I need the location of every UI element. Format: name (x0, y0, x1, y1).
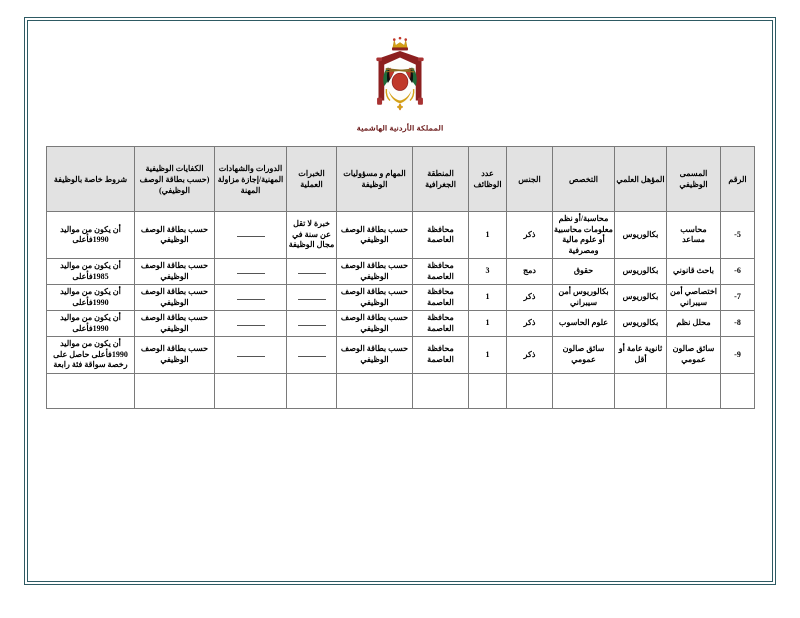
cell-number: 9- (721, 337, 755, 374)
cell-empty (469, 373, 507, 408)
table-row (47, 311, 755, 337)
blank-line (237, 229, 265, 237)
table-row (47, 212, 755, 259)
cell-gender: ذكر (507, 212, 553, 259)
blank-line (298, 318, 326, 326)
cell-courses (215, 259, 287, 285)
blank-line (298, 292, 326, 300)
cell-gender: ذكر (507, 337, 553, 374)
cell-competencies: حسب بطاقة الوصف الوظيفي (135, 337, 215, 374)
jordan-coat-of-arms-emblem (357, 36, 443, 122)
cell-empty (507, 373, 553, 408)
job-vacancies-table-container (47, 146, 755, 409)
cell-competencies: حسب بطاقة الوصف الوظيفي (135, 259, 215, 285)
document-header (25, 36, 775, 133)
cell-competencies: حسب بطاقة الوصف الوظيفي (135, 311, 215, 337)
cell-empty (553, 373, 615, 408)
cell-special-conditions: أن يكون من مواليد 1985فأعلى (47, 259, 135, 285)
column-header-number: الرقم (721, 147, 755, 212)
kingdom-title: المملكة الأردنية الهاشمية (356, 123, 444, 133)
blank-line (237, 318, 265, 326)
column-header-specialization: التخصص (553, 147, 615, 212)
cell-competencies: حسب بطاقة الوصف الوظيفي (135, 212, 215, 259)
blank-line (237, 349, 265, 357)
cell-empty (47, 373, 135, 408)
cell-empty (667, 373, 721, 408)
document-page-frame (24, 17, 776, 585)
cell-number: 7- (721, 285, 755, 311)
cell-vacancy-count: 3 (469, 259, 507, 285)
cell-courses (215, 212, 287, 259)
table-row (47, 259, 755, 285)
cell-specialization: علوم الحاسوب (553, 311, 615, 337)
column-header-vacancy-count: عدد الوظائف (469, 147, 507, 212)
cell-tasks: حسب بطاقة الوصف الوظيفي (337, 337, 413, 374)
cell-specialization: حقوق (553, 259, 615, 285)
blank-line (298, 266, 326, 274)
cell-experience (287, 337, 337, 374)
cell-tasks: حسب بطاقة الوصف الوظيفي (337, 259, 413, 285)
cell-vacancy-count: 1 (469, 212, 507, 259)
cell-empty (287, 373, 337, 408)
cell-qualification: بكالوريوس (615, 285, 667, 311)
cell-region: محافظة العاصمة (413, 311, 469, 337)
cell-specialization: محاسبة/أو نظم معلومات محاسبية أو علوم مالية ومصرفية (553, 212, 615, 259)
cell-job-title: محلل نظم (667, 311, 721, 337)
column-header-competencies: الكفايات الوظيفية (حسب بطاقة الوصف الوظيفي) (135, 147, 215, 212)
cell-empty (721, 373, 755, 408)
table-row (47, 337, 755, 374)
table-header-row (47, 147, 755, 212)
column-header-special-conditions: شروط خاصة بالوظيفة (47, 147, 135, 212)
cell-specialization: سائق صالون عمومي (553, 337, 615, 374)
cell-specialization: بكالوريوس أمن سيبراني (553, 285, 615, 311)
cell-number: 6- (721, 259, 755, 285)
column-header-region: المنطقة الجغرافية (413, 147, 469, 212)
cell-tasks: حسب بطاقة الوصف الوظيفي (337, 285, 413, 311)
cell-experience (287, 285, 337, 311)
cell-vacancy-count: 1 (469, 285, 507, 311)
cell-empty (215, 373, 287, 408)
cell-qualification: بكالوريوس (615, 212, 667, 259)
cell-number: 8- (721, 311, 755, 337)
blank-line (237, 266, 265, 274)
cell-gender: دمج (507, 259, 553, 285)
cell-special-conditions: أن يكون من مواليد 1990فأعلى حاصل على رخصة سواقة فئة رابعة (47, 337, 135, 374)
cell-region: محافظة العاصمة (413, 285, 469, 311)
cell-empty (135, 373, 215, 408)
column-header-experience: الخبرات العملية (287, 147, 337, 212)
cell-number: 5- (721, 212, 755, 259)
cell-empty (615, 373, 667, 408)
column-header-tasks: المهام و مسؤوليات الوظيفة (337, 147, 413, 212)
cell-qualification: بكالوريوس (615, 311, 667, 337)
cell-experience (287, 259, 337, 285)
cell-courses (215, 285, 287, 311)
column-header-job-title: المسمى الوظيفي (667, 147, 721, 212)
cell-qualification: ثانوية عامة أو أقل (615, 337, 667, 374)
cell-job-title: محاسب مساعد (667, 212, 721, 259)
job-vacancies-table (46, 146, 755, 409)
column-header-courses: الدورات والشهادات المهنية/إجازة مزاولة المهنة (215, 147, 287, 212)
cell-competencies: حسب بطاقة الوصف الوظيفي (135, 285, 215, 311)
column-header-gender: الجنس (507, 147, 553, 212)
table-body (47, 212, 755, 409)
table-row (47, 285, 755, 311)
cell-gender: ذكر (507, 285, 553, 311)
cell-special-conditions: أن يكون من مواليد 1990فأعلى (47, 285, 135, 311)
cell-courses (215, 311, 287, 337)
cell-tasks: حسب بطاقة الوصف الوظيفي (337, 311, 413, 337)
cell-special-conditions: أن يكون من مواليد 1990فأعلى (47, 212, 135, 259)
cell-gender: ذكر (507, 311, 553, 337)
blank-line (298, 349, 326, 357)
cell-vacancy-count: 1 (469, 337, 507, 374)
cell-special-conditions: أن يكون من مواليد 1990فأعلى (47, 311, 135, 337)
cell-job-title: اختصاصي أمن سيبراني (667, 285, 721, 311)
table-row-empty (47, 373, 755, 408)
cell-empty (337, 373, 413, 408)
cell-experience (287, 311, 337, 337)
cell-region: محافظة العاصمة (413, 212, 469, 259)
column-header-qualification: المؤهل العلمي (615, 147, 667, 212)
cell-region: محافظة العاصمة (413, 259, 469, 285)
cell-experience: خبرة لا تقل عن سنة في مجال الوظيفة (287, 212, 337, 259)
cell-tasks: حسب بطاقة الوصف الوظيفي (337, 212, 413, 259)
cell-job-title: سائق صالون عمومي (667, 337, 721, 374)
cell-courses (215, 337, 287, 374)
cell-empty (413, 373, 469, 408)
cell-vacancy-count: 1 (469, 311, 507, 337)
cell-region: محافظة العاصمة (413, 337, 469, 374)
blank-line (237, 292, 265, 300)
cell-qualification: بكالوريوس (615, 259, 667, 285)
cell-job-title: باحث قانوني (667, 259, 721, 285)
